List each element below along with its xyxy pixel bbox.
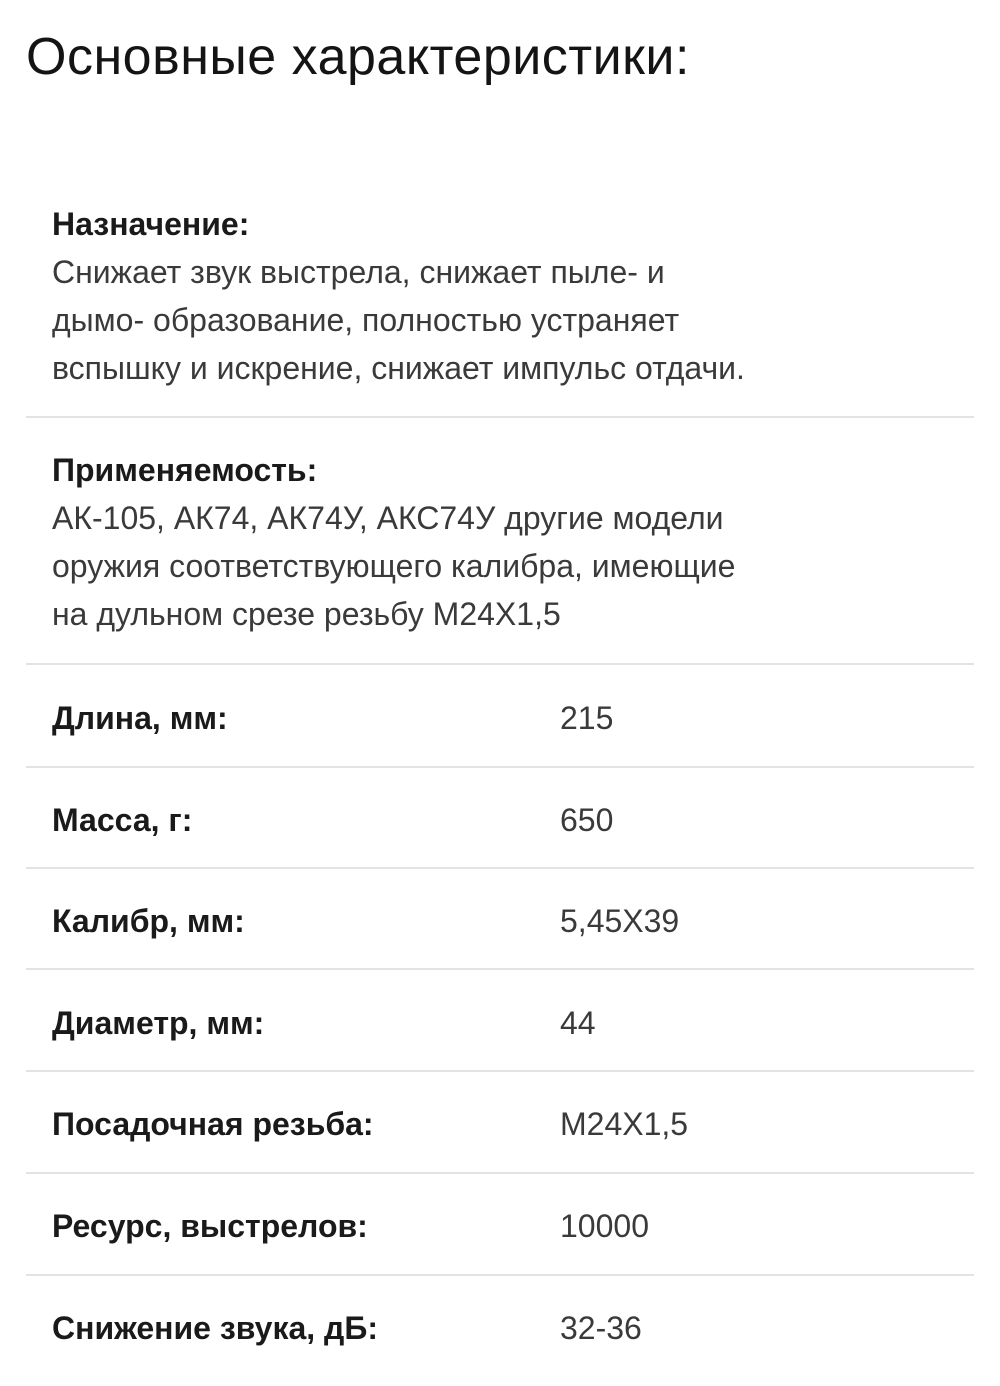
- spec-row-caliber: [0, 871, 1000, 971]
- purpose-text-line: вспышку и искрение, снижает импульс отдачи.: [52, 350, 745, 386]
- spec-value: 650: [560, 802, 614, 838]
- spec-label: Длина, мм:: [52, 700, 228, 736]
- divider: [26, 766, 974, 768]
- spec-row-thread: [0, 1074, 1000, 1174]
- page-title: Основные характеристики:: [26, 28, 690, 86]
- purpose-text-line: Снижает звук выстрела, снижает пыле- и: [52, 254, 665, 290]
- spec-value: 10000: [560, 1208, 649, 1244]
- applicability-label: Применяемость:: [52, 452, 318, 488]
- divider: [26, 1274, 974, 1276]
- divider: [26, 416, 974, 418]
- spec-row-resource: [0, 1176, 1000, 1276]
- spec-value: 215: [560, 700, 614, 736]
- purpose-section: [52, 200, 972, 392]
- applicability-text-line: АК-105, АК74, АК74У, АКС74У другие модели: [52, 500, 724, 536]
- divider: [26, 867, 974, 869]
- spec-label: Масса, г:: [52, 802, 193, 838]
- divider: [26, 1172, 974, 1174]
- applicability-text-line: на дульном срезе резьбу М24Х1,5: [52, 596, 561, 632]
- spec-value: 5,45Х39: [560, 903, 680, 939]
- spec-label: Снижение звука, дБ:: [52, 1310, 378, 1346]
- spec-label: Посадочная резьба:: [52, 1106, 374, 1142]
- applicability-text-line: оружия соответствующего калибра, имеющие: [52, 548, 736, 584]
- spec-label: Калибр, мм:: [52, 903, 245, 939]
- divider: [26, 968, 974, 970]
- purpose-label: Назначение:: [52, 206, 250, 242]
- spec-value: 32-36: [560, 1310, 642, 1346]
- spec-label: Диаметр, мм:: [52, 1005, 265, 1041]
- spec-row-length: [0, 668, 1000, 768]
- divider: [26, 663, 974, 665]
- spec-row-mass: [0, 770, 1000, 870]
- applicability-section: [52, 446, 972, 638]
- spec-row-sound-reduction: [0, 1278, 1000, 1378]
- spec-row-diameter: [0, 973, 1000, 1073]
- purpose-text-line: дымо- образование, полностью устраняет: [52, 302, 680, 338]
- spec-value: 44: [560, 1005, 596, 1041]
- spec-value: М24Х1,5: [560, 1106, 689, 1142]
- divider: [26, 1070, 974, 1072]
- spec-label: Ресурс, выстрелов:: [52, 1208, 368, 1244]
